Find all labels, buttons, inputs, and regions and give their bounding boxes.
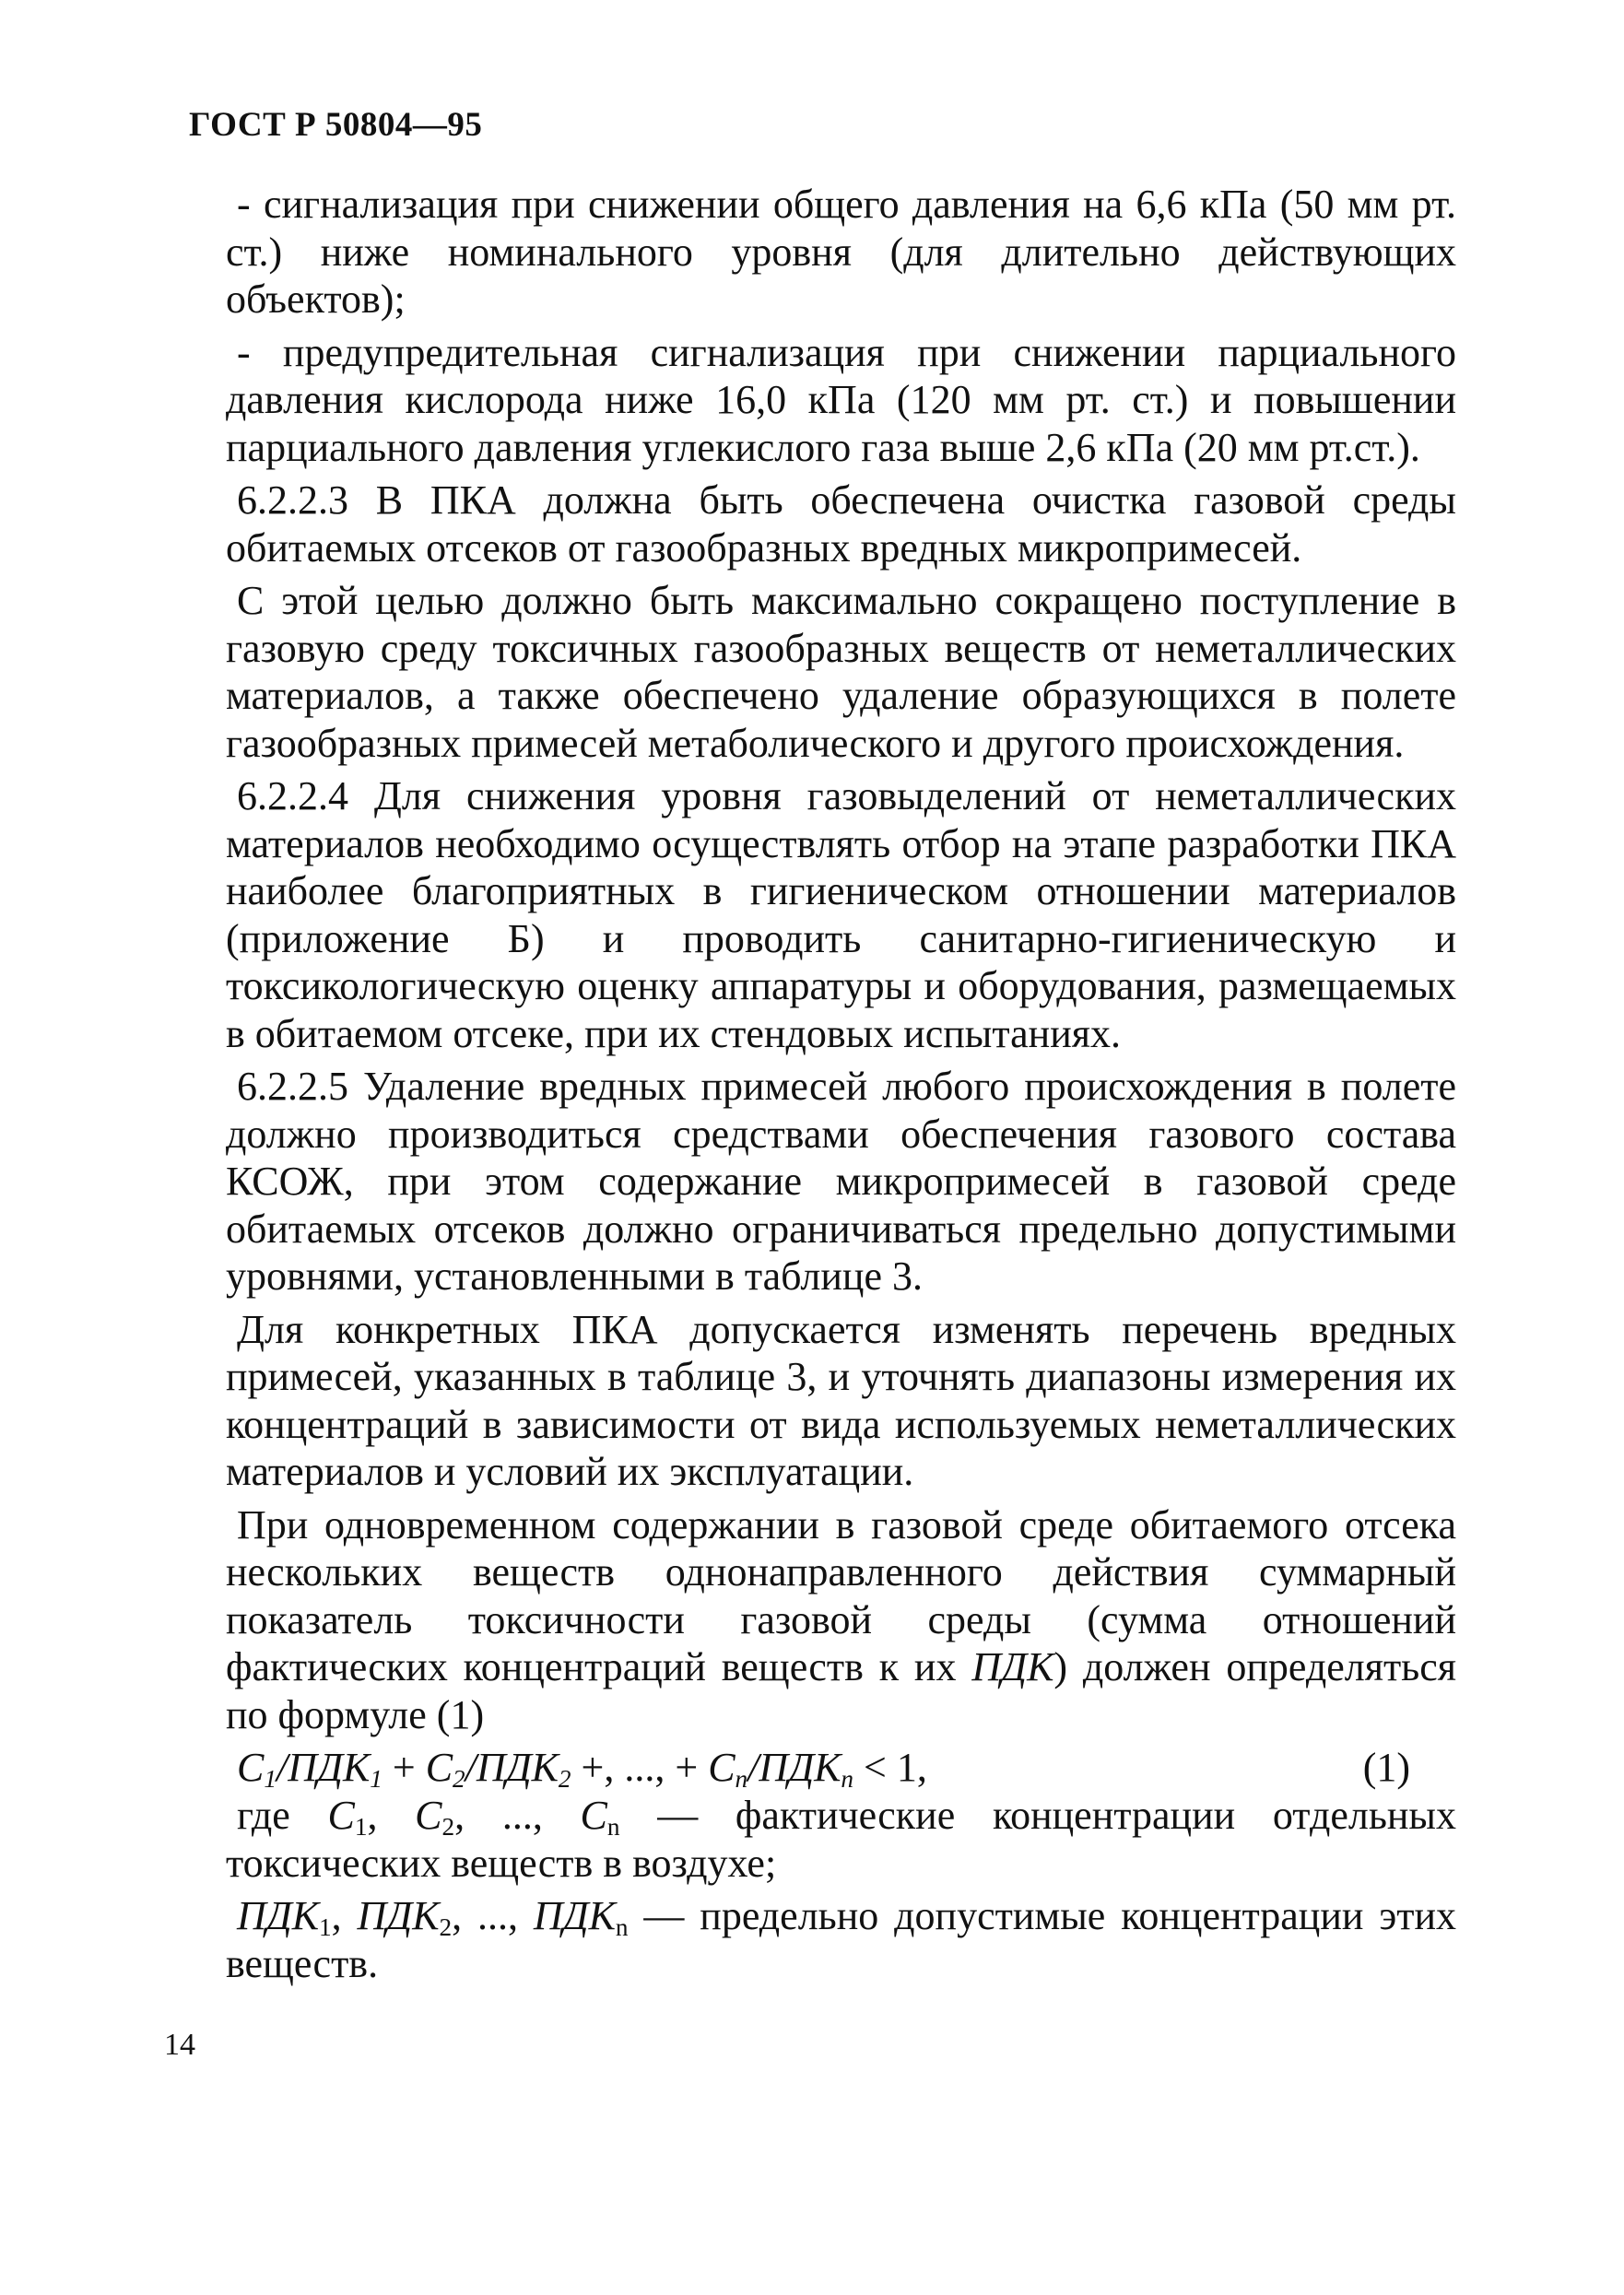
formula-where-concentrations: где $C_1$, $C_2$, ..., $C_n$ — фактические концентрации отдельных токсических веществ в воздухе; (226, 1793, 1456, 1886)
formula-expression: $C_1/ПДК_1 + C_2/ПДК_2$ +, ..., + $C_n/ПДК_n < 1$, (237, 1745, 927, 1793)
page-number: 14 (164, 2028, 195, 2062)
formula-where-pdk: $ПДК_1$, $ПДК_2$, ..., $ПДК_n$ — предельно допустимые концентрации этих веществ. (226, 1893, 1456, 1986)
paragraph-6-2-2-4: 6.2.2.4 Для снижения уровня газовыделений от неметаллических материалов необходимо осуществлять отбор на этапе разработки ПКА наиболее благоприятных в гигиеническом отношении материалов (приложение Б) и проводить санитарно-гигиеническую и токсикологическую оценку аппаратуры и оборудования, размещаемых в обитаемом отсеке, при их стендовых испытаниях. (226, 773, 1456, 1056)
paragraph-partial-pressure-alarm: - предупредительная сигнализация при снижении парциального давления кислорода ниже 16,0 кПа (120 мм рт. ст.) и повышении парциального давления углекислого газа выше 2,6 кПа (20 мм рт.ст.). (226, 329, 1456, 470)
formula-number: (1) (1362, 1745, 1410, 1790)
document-header: ГОСТ Р 50804—95 (189, 106, 483, 144)
paragraph-toxicity: При одновременном содержании в газовой среде обитаемого отсека нескольких веществ однонаправленного действия суммарный показатель токсичности газовой среды (сумма отношений фактических концентраций веществ к их ПДК) должен определяться по формуле (1) (226, 1501, 1457, 1737)
page-body (226, 181, 1456, 1993)
formula-1 (226, 1744, 1456, 1792)
paragraph-purpose: С этой целью должно быть максимально сокращено поступление в газовую среду токсичных газообразных веществ от неметаллических материалов, а также обеспечено удаление образующихся в полете газообразных примесей метаболического и другого происхождения. (226, 578, 1456, 766)
paragraph-6-2-2-5: 6.2.2.5 Удаление вредных примесей любого происхождения в полете должно производиться средствами обеспечения газового состава КСОЖ, при этом содержание микропримесей в газовой среде обитаемых отсеков должно ограничиваться предельно допустимыми уровнями, установленными в таблице 3. (226, 1064, 1456, 1299)
paragraph-specific-pka: Для конкретных ПКА допускается изменять перечень вредных примесей, указанных в таблице 3, и уточнять диапазоны измерения их концентраций в зависимости от вида используемых неметаллических материалов и условий их эксплуатации. (226, 1306, 1456, 1494)
paragraph-pressure-alarm: - сигнализация при снижении общего давления на 6,6 кПа (50 мм рт. ст.) ниже номинального уровня (для длительно действующих объектов); (226, 182, 1456, 322)
paragraph-6-2-2-3: 6.2.2.3 В ПКА должна быть обеспечена очистка газовой среды обитаемых отсеков от газообразных вредных микропримесей. (226, 477, 1456, 571)
